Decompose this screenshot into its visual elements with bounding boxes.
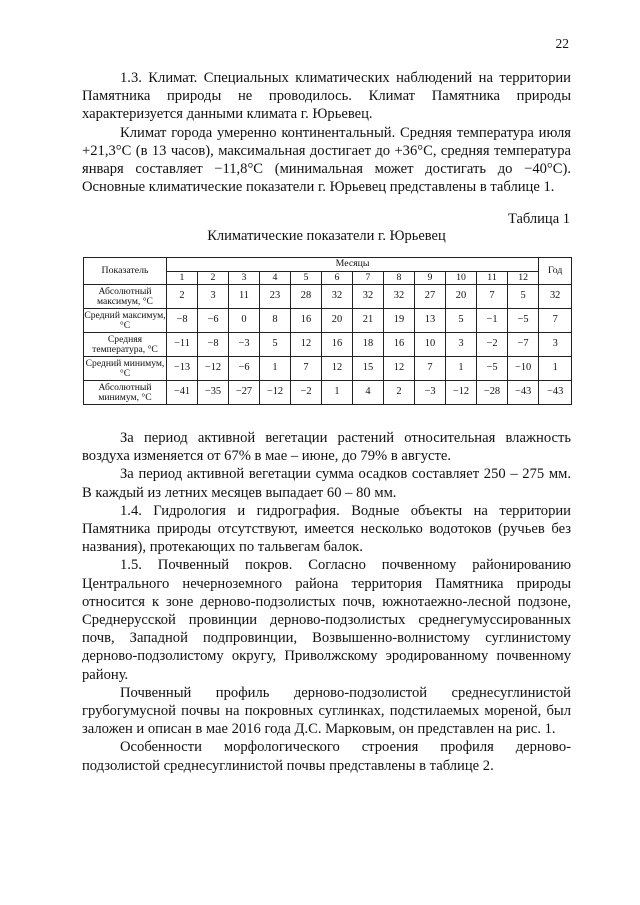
table-caption: Климатические показатели г. Юрьевец bbox=[207, 228, 446, 244]
month-header: 1 bbox=[167, 272, 198, 285]
month-header: 11 bbox=[477, 272, 508, 285]
table-cell: 28 bbox=[291, 285, 322, 309]
table-cell: −12 bbox=[260, 381, 291, 405]
table-cell: 2 bbox=[167, 285, 198, 309]
month-header: 9 bbox=[415, 272, 446, 285]
month-header: 4 bbox=[260, 272, 291, 285]
paragraph-soil-profile: Почвенный профиль дерново-подзолистой среднесуглинистой грубогумусной почвы на покровных суглинках, подстилаемых мореной, был заложен и описан в мае 2016 года Д.С. Марковым, он представлен на рис. 1. bbox=[82, 684, 571, 738]
table-cell: 23 bbox=[260, 285, 291, 309]
row-label: Средний максимум, °С bbox=[84, 309, 166, 331]
table-cell: −6 bbox=[229, 357, 260, 381]
table-cell: −5 bbox=[477, 357, 508, 381]
table-cell: 1 bbox=[260, 357, 291, 381]
header-indicator: Показатель bbox=[84, 258, 167, 285]
page-number: 22 bbox=[555, 36, 569, 51]
table-number-label: Таблица 1 bbox=[507, 211, 570, 227]
table-cell: 5 bbox=[260, 333, 291, 357]
table-cell: 16 bbox=[384, 333, 415, 357]
paragraph-soil-features: Особенности морфологического строения профиля дерново-подзолистой среднесуглинистой почвы представлены в таблице 2. bbox=[82, 739, 571, 774]
table-cell: −8 bbox=[167, 309, 198, 333]
table-cell: −41 bbox=[167, 381, 198, 405]
table-cell: 7 bbox=[415, 357, 446, 381]
table-cell: −12 bbox=[198, 357, 229, 381]
table-cell: 15 bbox=[353, 357, 384, 381]
table-cell: −13 bbox=[167, 357, 198, 381]
month-header: 5 bbox=[291, 272, 322, 285]
table-cell: −3 bbox=[415, 381, 446, 405]
table-cell: −8 bbox=[198, 333, 229, 357]
table-cell: 5 bbox=[446, 309, 477, 333]
table-cell: 5 bbox=[508, 285, 539, 309]
intro-text-block bbox=[82, 69, 571, 196]
table-cell: 16 bbox=[322, 333, 353, 357]
table-cell: −43 bbox=[508, 381, 539, 405]
paragraph-precipitation: За период активной вегетации сумма осадков составляет 250 – 275 мм. В каждый из летних месяцев выпадает 60 – 80 мм. bbox=[82, 466, 571, 501]
table-cell: −1 bbox=[477, 309, 508, 333]
row-label: Средняя температура, °С bbox=[84, 333, 167, 357]
table-cell: 18 bbox=[353, 333, 384, 357]
table-cell: 4 bbox=[353, 381, 384, 405]
table-cell: −2 bbox=[291, 381, 322, 405]
table-cell: 7 bbox=[291, 357, 322, 381]
table-cell: −3 bbox=[229, 333, 260, 357]
body-text-block bbox=[82, 429, 571, 775]
header-months: Месяцы bbox=[167, 258, 539, 272]
month-header: 2 bbox=[198, 272, 229, 285]
header-year: Год bbox=[539, 258, 572, 285]
table-cell: 12 bbox=[384, 357, 415, 381]
table-cell: 19 bbox=[384, 309, 415, 333]
paragraph-climate-description: Климат города умеренно континентальный. Средняя температура июля +21,3°С (в 13 часов), максимальная достигает до +36°С, средняя температура января составляет −11,8°С (минимальная может достигать до −40°С). Основные климатические показатели г. Юрьевец представлены в таблице 1. bbox=[82, 124, 571, 196]
table-cell: 2 bbox=[384, 381, 415, 405]
month-header: 12 bbox=[508, 272, 539, 285]
row-label: Абсолютный минимум, °С bbox=[84, 381, 167, 405]
table-cell: 20 bbox=[446, 285, 477, 309]
table-cell: −7 bbox=[508, 333, 539, 357]
table-row bbox=[84, 357, 572, 381]
row-label: Средний минимум, °С bbox=[84, 357, 167, 381]
table-cell: −5 bbox=[508, 309, 539, 333]
table-cell: 7 bbox=[477, 285, 508, 309]
table-header-row bbox=[84, 258, 572, 272]
table-cell: −10 bbox=[508, 357, 539, 381]
table-row bbox=[84, 381, 572, 405]
table-cell: 1 bbox=[322, 381, 353, 405]
table-cell: 12 bbox=[322, 357, 353, 381]
table-cell: 12 bbox=[291, 333, 322, 357]
table-cell: 3 bbox=[446, 333, 477, 357]
paragraph-hydrology: 1.4. Гидрология и гидрография. Водные объекты на территории Памятника природы отсутствуют, имеется несколько водотоков (ручьев без названия), протекающих по тальвегам балок. bbox=[82, 502, 571, 556]
row-label: Абсолютный максимум, °С bbox=[84, 285, 167, 309]
month-header: 3 bbox=[229, 272, 260, 285]
table-cell: 10 bbox=[415, 333, 446, 357]
year-cell: 32 bbox=[539, 285, 572, 309]
year-cell: 1 bbox=[539, 357, 572, 381]
month-header: 10 bbox=[446, 272, 477, 285]
table-cell: 32 bbox=[384, 285, 415, 309]
table-cell: −28 bbox=[477, 381, 508, 405]
table-cell: −6 bbox=[198, 309, 229, 333]
table-cell: 13 bbox=[415, 309, 446, 333]
table-cell: −27 bbox=[229, 381, 260, 405]
table-cell: 8 bbox=[260, 309, 291, 333]
table-row bbox=[84, 333, 572, 357]
paragraph-humidity: За период активной вегетации растений относительная влажность воздуха изменяется от 67% в мае – июне, до 79% в августе. bbox=[82, 430, 571, 465]
year-cell: 3 bbox=[539, 333, 572, 357]
table-cell: −35 bbox=[198, 381, 229, 405]
table-cell: 20 bbox=[322, 309, 353, 333]
table-cell: 16 bbox=[291, 309, 322, 333]
table-cell: 32 bbox=[322, 285, 353, 309]
year-cell: 7 bbox=[539, 309, 572, 333]
table-cell: 0 bbox=[229, 309, 260, 333]
table-cell: 1 bbox=[446, 357, 477, 381]
climate-table bbox=[83, 257, 572, 405]
table-cell: −11 bbox=[167, 333, 198, 357]
month-header: 6 bbox=[322, 272, 353, 285]
year-cell: −43 bbox=[539, 381, 572, 405]
paragraph-soil-cover: 1.5. Почвенный покров. Согласно почвенному районированию Центрального нечерноземного района территория Памятника природы относится к зоне дерново-подзолистых почв, южнотаежно-лесной подзоне, Среднерусской провинции дерново-подзолистых среднегумуссированных почв, Западной подпровинции, Возвышенно-волнистому суглинистому дерново-подзолистому округу, Приволжскому эродированному почвенному району. bbox=[82, 557, 571, 683]
month-header: 7 bbox=[353, 272, 384, 285]
table-cell: 21 bbox=[353, 309, 384, 333]
table-cell: 27 bbox=[415, 285, 446, 309]
table-row bbox=[84, 309, 572, 333]
table-cell: −2 bbox=[477, 333, 508, 357]
paragraph-climate-intro: 1.3. Климат. Специальных климатических наблюдений на территории Памятника природы не проводилось. Климат Памятника природы характеризуется данными климата г. Юрьевец. bbox=[82, 70, 571, 123]
table-cell: 3 bbox=[198, 285, 229, 309]
table-cell: 32 bbox=[353, 285, 384, 309]
table-row bbox=[84, 285, 572, 309]
month-header: 8 bbox=[384, 272, 415, 285]
table-cell: 11 bbox=[229, 285, 260, 309]
table-cell: −12 bbox=[446, 381, 477, 405]
climate-table-body bbox=[84, 285, 572, 405]
